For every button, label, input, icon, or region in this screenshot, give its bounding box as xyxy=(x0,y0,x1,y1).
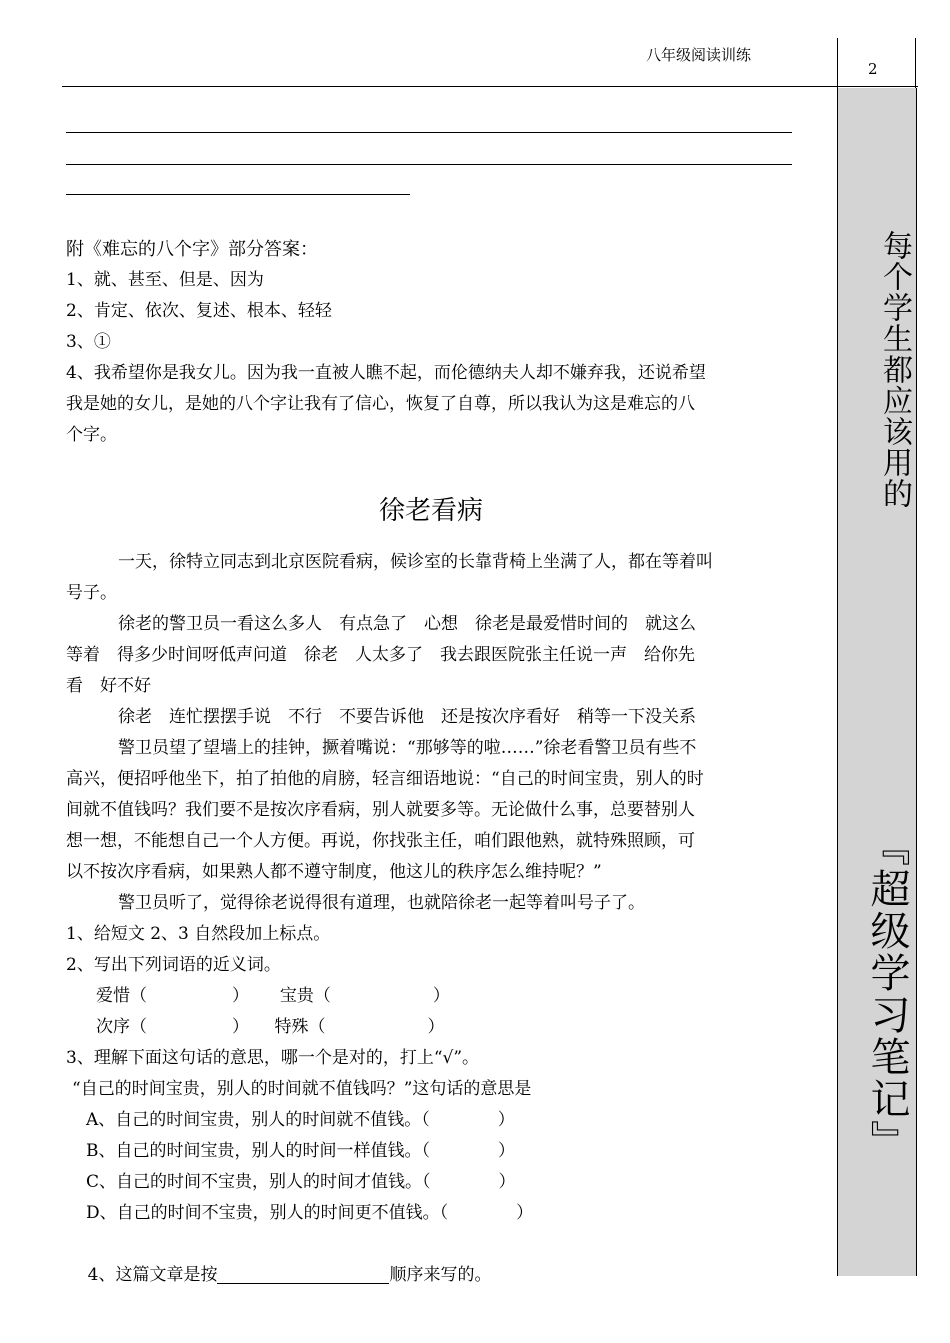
article-title: 徐老看病 xyxy=(378,496,483,526)
answer-item: 3、① xyxy=(66,332,111,352)
page-header-title: 八年级阅读训练 xyxy=(646,46,752,64)
sidebar-divider-right xyxy=(915,38,916,88)
answer-line xyxy=(66,194,410,195)
answer-line xyxy=(66,164,792,165)
article-line: 高兴，便招呼他坐下，拍了拍他的肩膀，轻言细语地说：“自己的时间宝贵，别人的时 xyxy=(66,769,704,789)
question-3-quote: “自己的时间宝贵，别人的时间就不值钱吗？”这句话的意思是 xyxy=(72,1079,532,1099)
answer-line xyxy=(66,132,792,133)
question-3-option: A、自己的时间宝贵，别人的时间就不值钱。（ ） xyxy=(86,1110,515,1130)
page-number: 2 xyxy=(868,60,878,78)
question-3: 3、理解下面这句话的意思，哪一个是对的，打上“√”。 xyxy=(66,1048,480,1068)
question-1: 1、给短文 2、3 自然段加上标点。 xyxy=(66,924,331,944)
question-4 xyxy=(66,1229,796,1322)
question-2-row: 次序（ ） 特殊（ ） xyxy=(96,1017,445,1037)
article-line: 一天，徐特立同志到北京医院看病，候诊室的长靠背椅上坐满了人，都在等着叫 xyxy=(118,552,713,572)
sidebar-banner xyxy=(837,88,917,1276)
fill-in-blank[interactable] xyxy=(217,1263,389,1284)
article-line: 想一想，不能想自己一个人方便。再说，你找张主任，咱们跟他熟，就特殊照顾，可 xyxy=(66,831,695,851)
sidebar-brand: 『超级学习笔记』 xyxy=(864,826,910,1162)
article-line: 看 好不好 xyxy=(66,676,151,696)
article-line: 等着 得多少时间呀低声问道 徐老 人太多了 我去跟医院张主任说一声 给你先 xyxy=(66,645,695,665)
answer-item: 个字。 xyxy=(66,425,117,445)
answer-item: 1、就、甚至、但是、因为 xyxy=(66,270,264,290)
answer-item: 2、肯定、依次、复述、根本、轻轻 xyxy=(66,301,332,321)
article-line: 徐老 连忙摆摆手说 不行 不要告诉他 还是按次序看好 稍等一下没关系 xyxy=(118,707,696,727)
question-3-option: B、自己的时间宝贵，别人的时间一样值钱。（ ） xyxy=(86,1141,515,1161)
sidebar-divider-left xyxy=(837,38,838,88)
question-3-option: C、自己的时间不宝贵，别人的时间才值钱。（ ） xyxy=(86,1172,516,1192)
question-4-prefix: 4、这篇文章是按 xyxy=(87,1265,218,1285)
answers-section xyxy=(66,234,796,451)
header-rule xyxy=(62,86,918,87)
answer-item: 4、我希望你是我女儿。因为我一直被人瞧不起，而伦德纳夫人却不嫌弃我，还说希望 xyxy=(66,363,706,383)
question-2: 2、写出下列词语的近义词。 xyxy=(66,955,281,975)
answer-item: 我是她的女儿，是她的八个字让我有了信心，恢复了自尊，所以我认为这是难忘的八 xyxy=(66,394,695,414)
answers-heading: 附《难忘的八个字》部分答案： xyxy=(66,239,318,260)
article-line: 以不按次序看病，如果熟人都不遵守制度，他这儿的秩序怎么维持呢？” xyxy=(66,862,602,882)
question-3-option: D、自己的时间不宝贵，别人的时间更不值钱。（ ） xyxy=(86,1203,534,1223)
article-line: 号子。 xyxy=(66,583,117,603)
article-line: 徐老的警卫员一看这么多人 有点急了 心想 徐老是最爱惜时间的 就这么 xyxy=(118,614,696,634)
question-2-row: 爱惜（ ） 宝贵（ ） xyxy=(96,986,450,1006)
article-line: 间就不值钱吗？我们要不是按次序看病，别人就要多等。无论做什么事，总要替别人 xyxy=(66,800,695,820)
article-line: 警卫员望了望墙上的挂钟，撅着嘴说：“那够等的啦……”徐老看警卫员有些不 xyxy=(118,738,697,758)
sidebar-slogan: 每个学生都应该用的 xyxy=(877,230,912,509)
article-body xyxy=(66,547,796,1322)
article-line: 警卫员听了，觉得徐老说得很有道理，也就陪徐老一起等着叫号子了。 xyxy=(118,893,645,913)
question-4-suffix: 顺序来写的。 xyxy=(389,1265,492,1285)
